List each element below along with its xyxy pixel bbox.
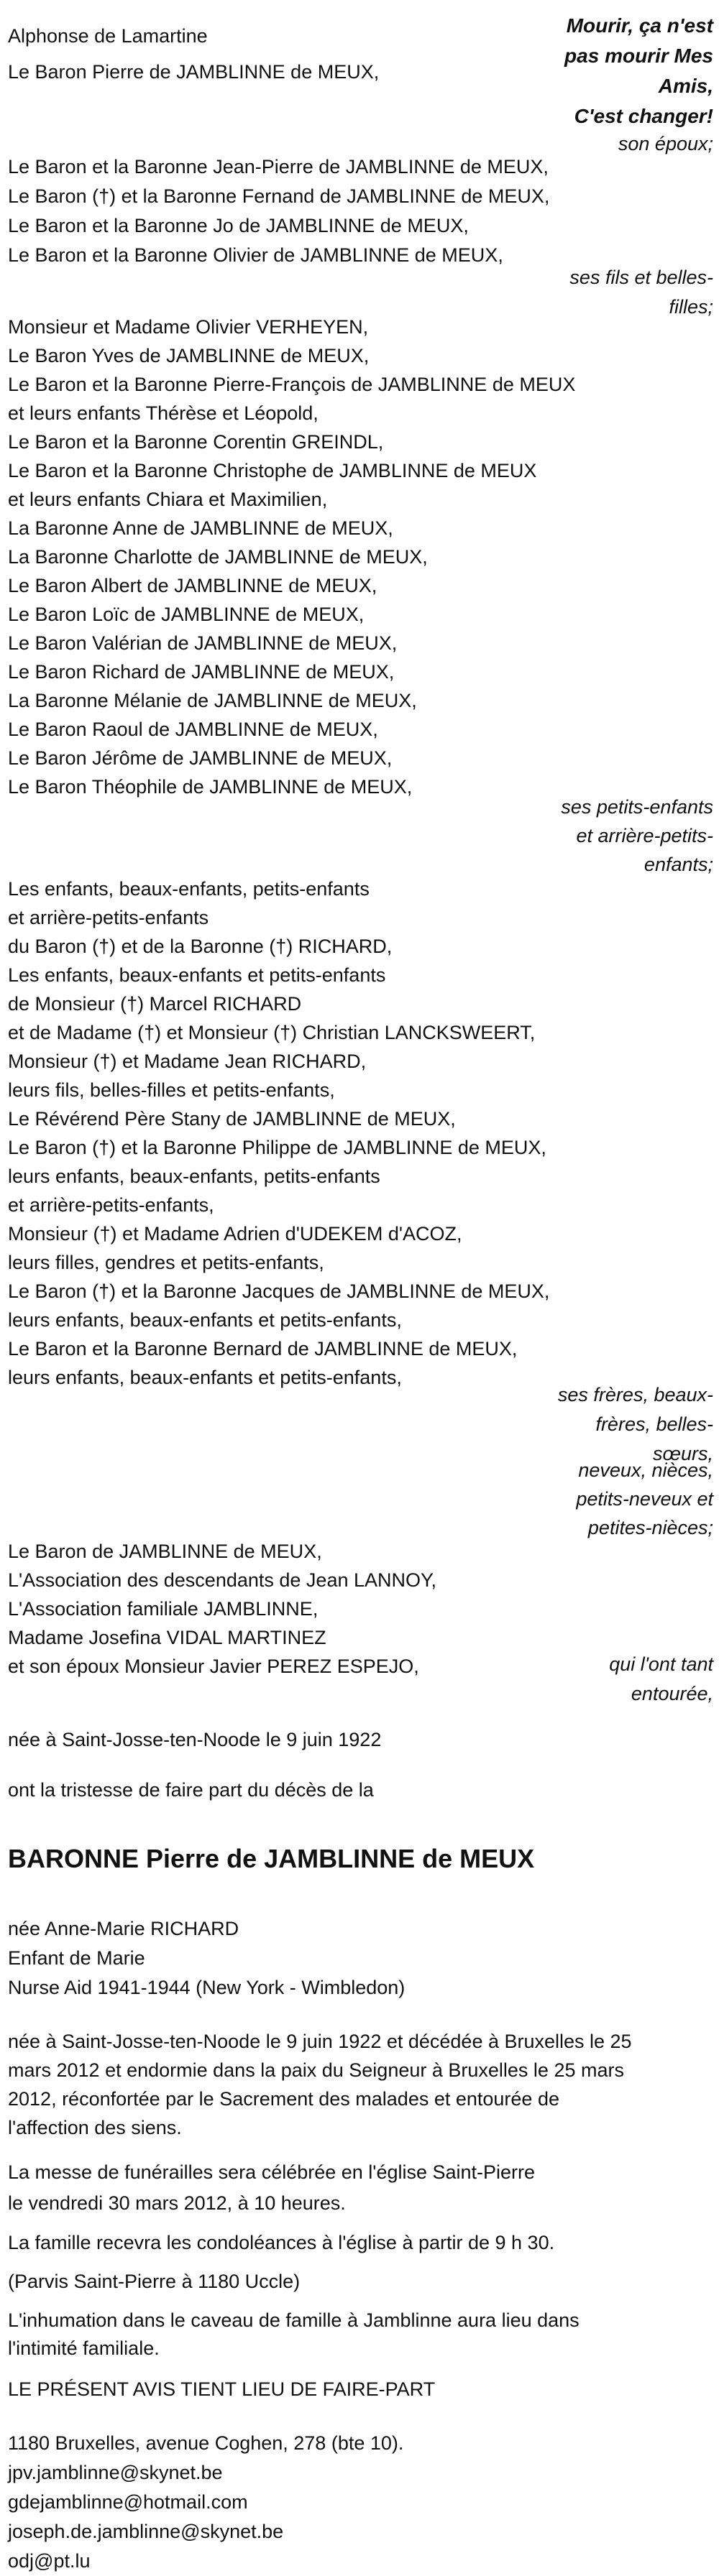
text-line: La messe de funérailles sera célébrée en l'église Saint-Pierre [8,2161,536,2183]
text-line: et arrière-petits-enfants, [8,1194,214,1216]
text-line: Le Baron et la Baronne Olivier de JAMBLINNE de MEUX, [8,244,503,266]
text-line: C'est changer! [574,105,713,127]
text-line: Le Baron Loïc de JAMBLINNE de MEUX, [8,604,365,625]
text-line: et arrière-petits-enfants [8,907,209,928]
text-line: née à Saint-Josse-ten-Noode le 9 juin 1922 [8,1729,382,1750]
list-sons [8,152,549,270]
condolences-line [8,2228,554,2257]
text-line: leurs enfants, beaux-enfants et petits-enfants, [8,1367,402,1388]
text-line: petits-neveux et [576,1488,713,1510]
list-siblings [8,874,549,1392]
text-line: Madame Josefina VIDAL MARTINEZ [8,1627,326,1648]
text-line: Le Baron Raoul de JAMBLINNE de MEUX, [8,719,378,740]
text-line: Le Baron (†) et la Baronne Fernand de JAMBLINNE de MEUX, [8,185,550,207]
text-line: et leurs enfants Chiara et Maximilien, [8,489,328,510]
text-line: son époux; [618,133,713,154]
poem-quote [564,11,713,131]
text-line: le vendredi 30 mars 2012, à 10 heures. [8,2192,346,2214]
text-line: qui l'ont tant [609,1653,713,1675]
text-line: ses petits-enfants [561,796,713,818]
text-line: La Baronne Mélanie de JAMBLINNE de MEUX, [8,690,417,711]
text-line: l'intimité familiale. [8,2337,160,2359]
text-line: sœurs, [653,1443,713,1464]
text-line: Amis, [658,75,713,97]
label-grandchildren [561,793,713,879]
text-line: enfants; [644,854,713,875]
deceased-name [8,1841,534,1877]
text-line: neveux, nièces, [578,1459,713,1481]
text-line: Le Baron Yves de JAMBLINNE de MEUX, [8,345,370,366]
text-line: Le Baron et la Baronne Bernard de JAMBLINNE de MEUX, [8,1338,518,1359]
text-line: 1180 Bruxelles, avenue Coghen, 278 (bte 10). [8,2432,404,2454]
text-line: Le Baron Théophile de JAMBLINNE de MEUX, [8,776,413,798]
text-line: née Anne-Marie RICHARD [8,1918,239,1939]
text-line: petites-nièces; [587,1517,713,1538]
parvis-line [8,2267,300,2296]
text-line: jpv.jamblinne@skynet.be [8,2462,223,2483]
label-siblings-b [576,1456,713,1542]
text-line: odj@pt.lu [8,2550,91,2572]
text-line: et leurs enfants Thérèse et Léopold, [8,402,319,424]
burial-paragraph [8,2307,580,2363]
text-line: Le Baron et la Baronne Corentin GREINDL, [8,431,384,453]
label-sons [569,263,713,322]
intro-block [8,18,379,90]
birth-line [8,1725,381,1754]
text-line: (Parvis Saint-Pierre à 1180 Uccle) [8,2271,301,2292]
text-line: de Monsieur (†) Marcel RICHARD [8,993,302,1015]
text-line: Monsieur et Madame Olivier VERHEYEN, [8,316,369,338]
text-line: La Baronne Charlotte de JAMBLINNE de MEUX, [8,546,428,568]
deceased-info [8,1914,405,2003]
announcement [8,1776,374,1804]
text-line: L'Association des descendants de Jean LANNOY, [8,1569,437,1591]
text-line: leurs filles, gendres et petits-enfants, [8,1252,324,1273]
text-line: née à Saint-Josse-ten-Noode le 9 juin 1922 et décédée à Bruxelles le 25 [8,2031,632,2052]
text-line: filles; [669,296,713,318]
text-line: Monsieur (†) et Madame Adrien d'UDEKEM d'ACOZ, [8,1223,462,1245]
contact-block [8,2429,403,2576]
text-line: L'inhumation dans le caveau de famille à Jamblinne aura lieu dans [8,2309,580,2331]
text-line: Nurse Aid 1941-1944 (New York - Wimbledon) [8,1977,406,1998]
text-line: Le Baron et la Baronne Jo de JAMBLINNE de MEUX, [8,215,469,236]
text-line: L'Association familiale JAMBLINNE, [8,1598,319,1620]
text-line: ses fils et belles- [569,267,713,288]
text-line: et de Madame (†) et Monsieur (†) Christian LANCKSWEERT, [8,1022,536,1043]
mass-line-2 [8,2189,346,2217]
text-line: frères, belles- [595,1413,713,1435]
text-line: ont la tristesse de faire part du décès de la [8,1779,374,1801]
text-line: leurs enfants, beaux-enfants, petits-enfants [8,1165,380,1187]
text-line: La Baronne Anne de JAMBLINNE de MEUX, [8,517,393,539]
text-line: Le Baron Pierre de JAMBLINNE de MEUX, [8,61,380,83]
text-line: Le Baron Richard de JAMBLINNE de MEUX, [8,661,395,683]
text-line: BARONNE Pierre de JAMBLINNE de MEUX [8,1844,535,1873]
text-line: Le Baron et la Baronne Pierre-François de JAMBLINNE de MEUX [8,374,576,395]
text-line: du Baron (†) et de la Baronne (†) RICHARD, [8,936,393,957]
death-paragraph [8,2027,632,2142]
text-line: et son époux Monsieur Javier PEREZ ESPEJO, [8,1656,419,1677]
text-line: 2012, réconfortée par le Sacrement des malades et entourée de [8,2088,559,2110]
text-line: mars 2012 et endormie dans la paix du Seigneur à Bruxelles le 25 mars [8,2059,624,2081]
text-line: l'affection des siens. [8,2117,182,2138]
text-line: Les enfants, beaux-enfants et petits-enfants [8,964,386,986]
text-line: Le Baron et la Baronne Christophe de JAMBLINNE de MEUX [8,460,537,481]
text-line: leurs enfants, beaux-enfants et petits-enfants, [8,1309,402,1331]
text-line: pas mourir Mes [564,45,713,67]
list-surrounded [8,1537,436,1681]
text-line: et arrière-petits- [576,825,713,846]
list-grandchildren [8,313,575,801]
text-line: Le Baron et la Baronne Jean-Pierre de JAMBLINNE de MEUX, [8,156,549,177]
text-line: Le Baron Valérian de JAMBLINNE de MEUX, [8,632,398,654]
label-surrounded [609,1650,713,1709]
text-line: Enfant de Marie [8,1947,145,1969]
text-line: Le Baron de JAMBLINNE de MEUX, [8,1541,322,1562]
text-line: Alphonse de Lamartine [8,25,208,47]
text-line: entourée, [631,1683,713,1704]
text-line: Le Révérend Père Stany de JAMBLINNE de MEUX, [8,1108,456,1130]
text-line: Les enfants, beaux-enfants, petits-enfants [8,878,370,900]
text-line: Le Baron Albert de JAMBLINNE de MEUX, [8,575,377,596]
text-line: Le Baron (†) et la Baronne Jacques de JAMBLINNE de MEUX, [8,1280,550,1302]
text-line: Mourir, ça n'est [566,14,713,37]
label-son-epoux [618,129,713,158]
text-line: leurs fils, belles-filles et petits-enfants, [8,1079,335,1101]
mass-line-1 [8,2158,535,2187]
text-line: Monsieur (†) et Madame Jean RICHARD, [8,1051,367,1072]
text-line: gdejamblinne@hotmail.com [8,2491,248,2513]
text-line: LE PRÉSENT AVIS TIENT LIEU DE FAIRE-PART [8,2378,436,2400]
text-line: Le Baron (†) et la Baronne Philippe de JAMBLINNE de MEUX, [8,1137,546,1158]
text-line: ses frères, beaux- [557,1384,713,1405]
notice-line [8,2375,435,2404]
text-line: joseph.de.jamblinne@skynet.be [8,2521,284,2542]
text-line: Le Baron Jérôme de JAMBLINNE de MEUX, [8,747,393,769]
text-line: La famille recevra les condoléances à l'église à partir de 9 h 30. [8,2232,555,2253]
